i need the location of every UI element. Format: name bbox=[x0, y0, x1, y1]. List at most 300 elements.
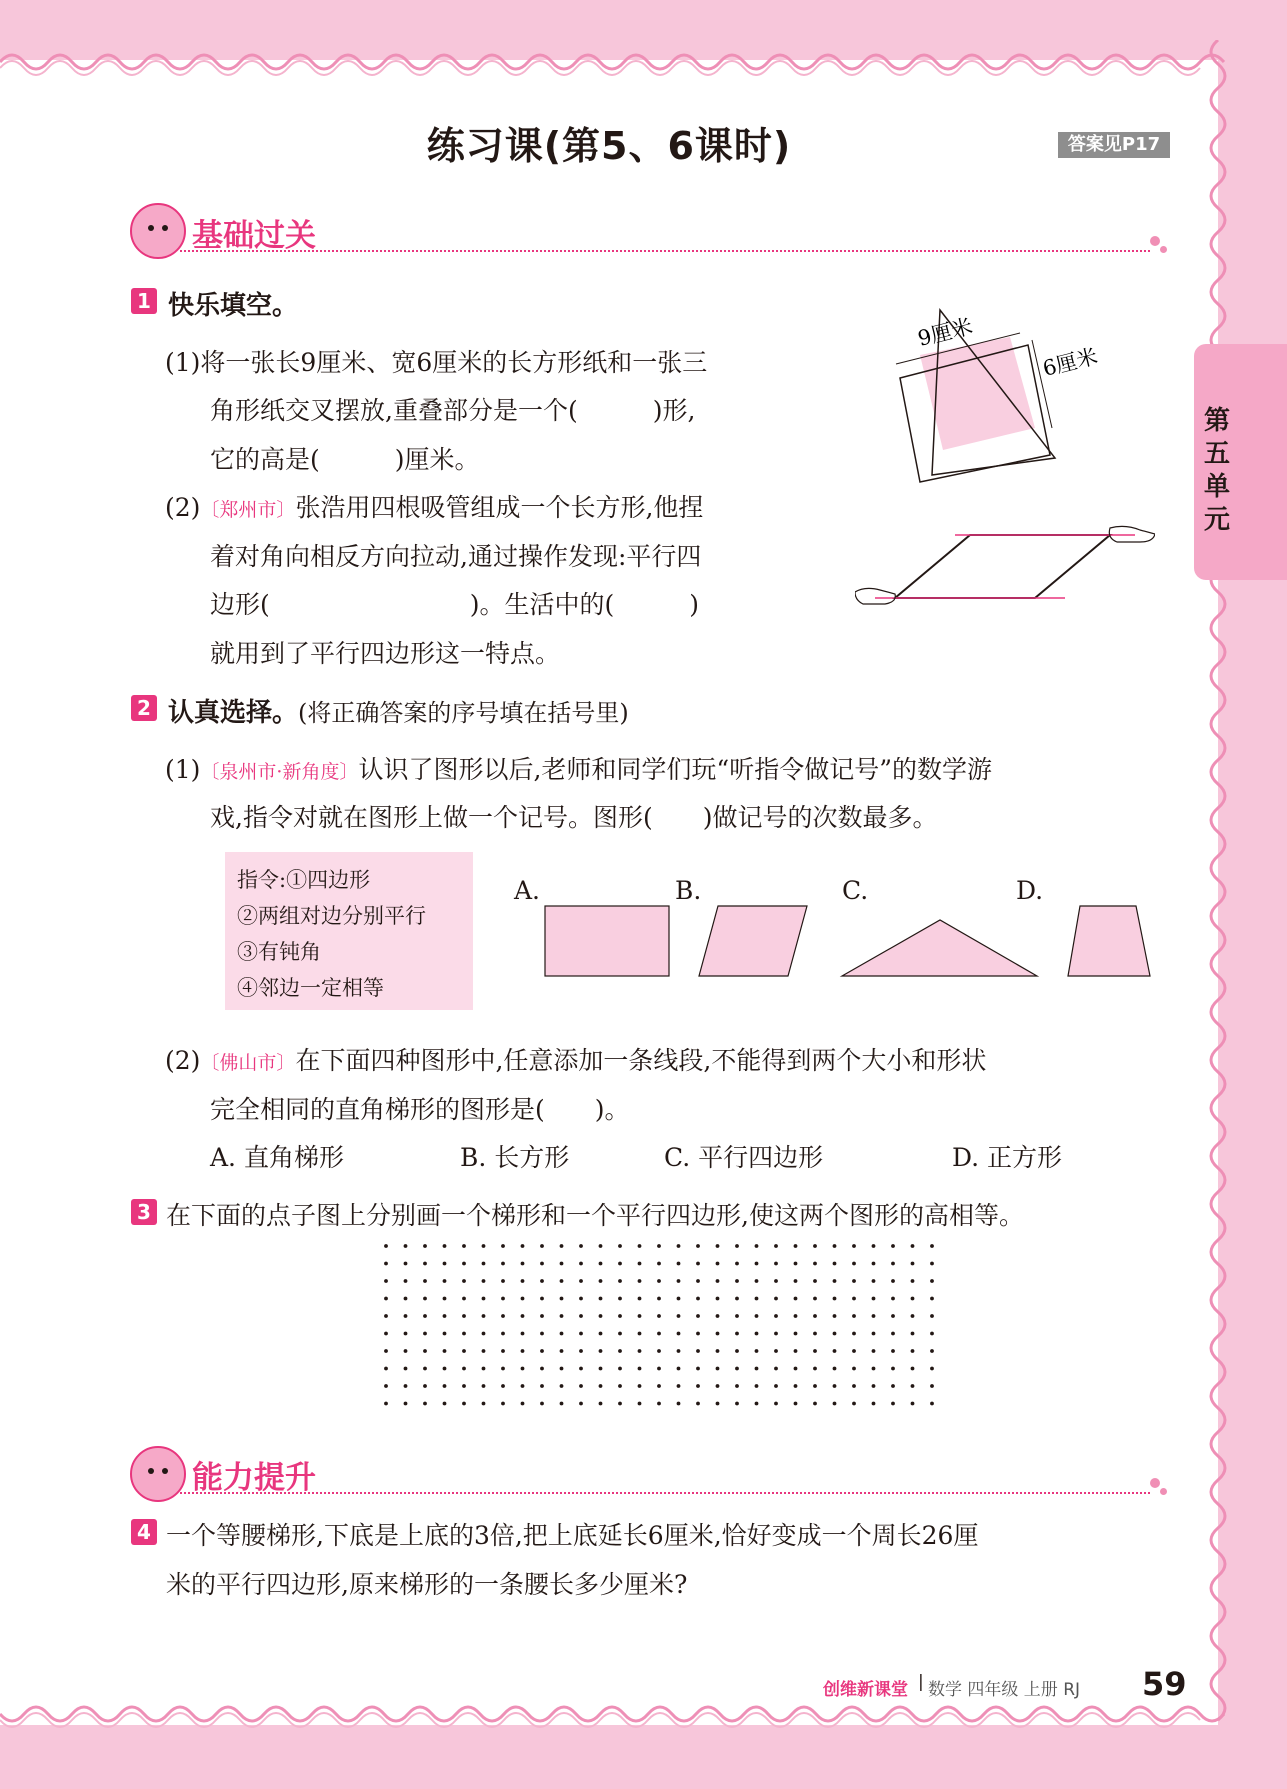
grid-dot bbox=[384, 1262, 388, 1266]
grid-dot bbox=[404, 1332, 408, 1336]
option-c: C. 平行四边形 bbox=[664, 1143, 824, 1172]
grid-dot bbox=[735, 1279, 739, 1283]
grid-dot bbox=[735, 1402, 739, 1406]
grid-dot bbox=[833, 1332, 837, 1336]
grid-dot bbox=[462, 1349, 466, 1353]
grid-dot bbox=[794, 1279, 798, 1283]
grid-dot bbox=[462, 1279, 466, 1283]
answer-reference-tag: 答案见P17 bbox=[1058, 132, 1170, 158]
grid-dot bbox=[911, 1244, 915, 1248]
grid-dot bbox=[618, 1384, 622, 1388]
footer-separator: | bbox=[918, 1672, 924, 1692]
command-line: 指令:①四边形 bbox=[237, 868, 371, 892]
grid-dot bbox=[833, 1262, 837, 1266]
grid-dot bbox=[716, 1279, 720, 1283]
grid-dot bbox=[618, 1402, 622, 1406]
grid-dot bbox=[501, 1262, 505, 1266]
grid-dot bbox=[735, 1332, 739, 1336]
grid-dot bbox=[638, 1314, 642, 1318]
grid-dot bbox=[384, 1402, 388, 1406]
grid-dot bbox=[657, 1402, 661, 1406]
grid-dot bbox=[774, 1262, 778, 1266]
grid-dot bbox=[891, 1332, 895, 1336]
grid-dot bbox=[423, 1332, 427, 1336]
q3-text: 在下面的点子图上分别画一个梯形和一个平行四边形,使这两个图形的高相等。 bbox=[166, 1201, 1024, 1230]
grid-dot bbox=[716, 1297, 720, 1301]
grid-dot bbox=[560, 1384, 564, 1388]
unit-side-tab-label bbox=[1202, 405, 1232, 537]
grid-dot bbox=[540, 1262, 544, 1266]
grid-dot bbox=[774, 1279, 778, 1283]
grid-dot bbox=[716, 1402, 720, 1406]
grid-dot bbox=[696, 1279, 700, 1283]
q1-part2-line2: 着对角向相反方向拉动,通过操作发现:平行四 bbox=[210, 542, 702, 571]
grid-dot bbox=[638, 1384, 642, 1388]
grid-dot bbox=[618, 1262, 622, 1266]
q2-part1-text: 认识了图形以后,老师和同学们玩“听指令做记号”的数学游 bbox=[358, 755, 992, 784]
grid-dot bbox=[930, 1402, 934, 1406]
grid-dot bbox=[657, 1297, 661, 1301]
grid-dot bbox=[599, 1279, 603, 1283]
shape-label-a: A. bbox=[514, 876, 541, 905]
grid-dot bbox=[657, 1367, 661, 1371]
question-number: 3 bbox=[131, 1199, 157, 1225]
grid-dot bbox=[657, 1279, 661, 1283]
grid-dot bbox=[833, 1367, 837, 1371]
grid-dot bbox=[852, 1314, 856, 1318]
grid-dot bbox=[482, 1262, 486, 1266]
grid-dot bbox=[501, 1314, 505, 1318]
grid-dot bbox=[813, 1314, 817, 1318]
grid-dot bbox=[521, 1367, 525, 1371]
grid-dot bbox=[599, 1297, 603, 1301]
grid-dot bbox=[891, 1384, 895, 1388]
grid-dot bbox=[462, 1332, 466, 1336]
grid-dot bbox=[755, 1332, 759, 1336]
grid-dot bbox=[911, 1402, 915, 1406]
grid-dot bbox=[482, 1367, 486, 1371]
length-label: 9厘米 bbox=[915, 314, 975, 351]
width-label: 6厘米 bbox=[1040, 344, 1100, 381]
grid-dot bbox=[599, 1244, 603, 1248]
grid-dot bbox=[852, 1349, 856, 1353]
grid-dot bbox=[755, 1402, 759, 1406]
grid-dot bbox=[462, 1384, 466, 1388]
grid-dot bbox=[872, 1332, 876, 1336]
grid-dot bbox=[501, 1297, 505, 1301]
question-number: 1 bbox=[131, 288, 157, 314]
grid-dot bbox=[482, 1332, 486, 1336]
q2-part1-line2: 戏,指令对就在图形上做一个记号。图形( )做记号的次数最多。 bbox=[210, 803, 938, 832]
grid-dot bbox=[462, 1367, 466, 1371]
grid-dot bbox=[774, 1244, 778, 1248]
grid-dot bbox=[833, 1402, 837, 1406]
grid-dot bbox=[638, 1367, 642, 1371]
grid-dot bbox=[755, 1349, 759, 1353]
grid-dot bbox=[638, 1279, 642, 1283]
grid-dot bbox=[794, 1297, 798, 1301]
grid-dot bbox=[833, 1384, 837, 1388]
grid-dot bbox=[579, 1367, 583, 1371]
grid-dot bbox=[560, 1367, 564, 1371]
grid-dot bbox=[930, 1279, 934, 1283]
grid-dot bbox=[872, 1262, 876, 1266]
grid-dot bbox=[735, 1349, 739, 1353]
grid-dot bbox=[930, 1262, 934, 1266]
option-d: D. 正方形 bbox=[952, 1143, 1063, 1172]
grid-dot bbox=[677, 1367, 681, 1371]
grid-dot bbox=[794, 1262, 798, 1266]
grid-dot bbox=[794, 1332, 798, 1336]
divider-dot bbox=[1150, 236, 1160, 246]
grid-dot bbox=[813, 1384, 817, 1388]
grid-dot bbox=[482, 1402, 486, 1406]
q4-line2: 米的平行四边形,原来梯形的一条腰长多少厘米? bbox=[166, 1570, 688, 1599]
grid-dot bbox=[521, 1262, 525, 1266]
grid-dot bbox=[560, 1262, 564, 1266]
grid-dot bbox=[579, 1297, 583, 1301]
grid-dot bbox=[384, 1332, 388, 1336]
right-wave-border bbox=[1200, 40, 1240, 1740]
grid-dot bbox=[872, 1402, 876, 1406]
grid-dot bbox=[872, 1297, 876, 1301]
q2-part1-line1 bbox=[165, 750, 992, 786]
grid-dot bbox=[384, 1384, 388, 1388]
grid-dot bbox=[540, 1384, 544, 1388]
q1-part2-line3: 边形( )。生活中的( ) bbox=[210, 590, 700, 619]
grid-dot bbox=[443, 1384, 447, 1388]
grid-dot bbox=[774, 1402, 778, 1406]
grid-dot bbox=[852, 1384, 856, 1388]
grid-dot bbox=[677, 1279, 681, 1283]
grid-dot bbox=[482, 1244, 486, 1248]
command-line: ④邻边一定相等 bbox=[237, 976, 384, 1000]
grid-dot bbox=[599, 1384, 603, 1388]
grid-dot bbox=[677, 1244, 681, 1248]
grid-dot bbox=[540, 1367, 544, 1371]
grid-dot bbox=[755, 1244, 759, 1248]
grid-dot bbox=[404, 1384, 408, 1388]
grid-dot bbox=[911, 1314, 915, 1318]
grid-dot bbox=[501, 1244, 505, 1248]
grid-dot bbox=[443, 1314, 447, 1318]
grid-dot bbox=[911, 1349, 915, 1353]
grid-dot bbox=[540, 1244, 544, 1248]
grid-dot bbox=[423, 1297, 427, 1301]
bottom-wave-border bbox=[0, 1700, 1240, 1740]
grid-dot bbox=[872, 1314, 876, 1318]
divider-dot bbox=[1160, 246, 1167, 253]
grid-dot bbox=[404, 1297, 408, 1301]
grid-dot bbox=[735, 1297, 739, 1301]
grid-dot bbox=[443, 1244, 447, 1248]
grid-dot bbox=[599, 1367, 603, 1371]
grid-dot bbox=[696, 1402, 700, 1406]
grid-dot bbox=[423, 1384, 427, 1388]
grid-dot bbox=[696, 1262, 700, 1266]
grid-dot bbox=[423, 1367, 427, 1371]
q1-part1-line1: (1)将一张长9厘米、宽6厘米的长方形纸和一张三 bbox=[165, 348, 708, 377]
grid-dot bbox=[677, 1332, 681, 1336]
grid-dot bbox=[579, 1384, 583, 1388]
grid-dot bbox=[657, 1384, 661, 1388]
grid-dot bbox=[579, 1262, 583, 1266]
grid-dot bbox=[501, 1402, 505, 1406]
grid-dot bbox=[540, 1349, 544, 1353]
grid-dot bbox=[716, 1332, 720, 1336]
grid-dot bbox=[657, 1244, 661, 1248]
grid-dot bbox=[618, 1244, 622, 1248]
grid-dot bbox=[540, 1297, 544, 1301]
grid-dot bbox=[813, 1402, 817, 1406]
grid-dot bbox=[755, 1384, 759, 1388]
overlap-figure bbox=[880, 300, 1110, 490]
grid-dot bbox=[755, 1279, 759, 1283]
grid-dot bbox=[443, 1349, 447, 1353]
grid-dot bbox=[735, 1244, 739, 1248]
grid-dot bbox=[540, 1402, 544, 1406]
grid-dot bbox=[774, 1367, 778, 1371]
grid-dot bbox=[599, 1314, 603, 1318]
grid-dot bbox=[540, 1314, 544, 1318]
grid-dot bbox=[579, 1314, 583, 1318]
section-heading-basic: 基础过关 bbox=[192, 218, 316, 254]
grid-dot bbox=[560, 1279, 564, 1283]
grid-dot bbox=[755, 1314, 759, 1318]
grid-dot bbox=[404, 1349, 408, 1353]
grid-dot bbox=[404, 1262, 408, 1266]
grid-dot bbox=[677, 1384, 681, 1388]
q1-part1-line2: 角形纸交叉摆放,重叠部分是一个( )形, bbox=[210, 396, 696, 425]
grid-dot bbox=[384, 1297, 388, 1301]
grid-dot bbox=[852, 1244, 856, 1248]
grid-dot bbox=[677, 1297, 681, 1301]
grid-dot bbox=[443, 1297, 447, 1301]
grid-dot bbox=[813, 1297, 817, 1301]
choice-shapes bbox=[540, 900, 1160, 980]
grid-dot bbox=[930, 1314, 934, 1318]
divider-dot bbox=[1160, 1488, 1167, 1495]
grid-dot bbox=[599, 1349, 603, 1353]
question-heading bbox=[168, 692, 629, 729]
grid-dot bbox=[930, 1244, 934, 1248]
grid-dot bbox=[872, 1367, 876, 1371]
right-hand-icon bbox=[1109, 526, 1155, 542]
grid-dot bbox=[423, 1244, 427, 1248]
section-heading-advanced: 能力提升 bbox=[192, 1460, 316, 1496]
grid-dot bbox=[911, 1279, 915, 1283]
q1-part2-line4: 就用到了平行四边形这一特点。 bbox=[210, 639, 561, 668]
shape-label-b: B. bbox=[675, 876, 702, 905]
grid-dot bbox=[833, 1279, 837, 1283]
grid-dot bbox=[716, 1384, 720, 1388]
section-divider bbox=[180, 250, 1150, 252]
grid-dot bbox=[696, 1332, 700, 1336]
grid-dot bbox=[735, 1262, 739, 1266]
grid-dot bbox=[462, 1262, 466, 1266]
grid-dot bbox=[462, 1244, 466, 1248]
command-line: ②两组对边分别平行 bbox=[237, 904, 426, 928]
grid-dot bbox=[891, 1279, 895, 1283]
grid-dot bbox=[696, 1349, 700, 1353]
grid-dot bbox=[521, 1332, 525, 1336]
grid-dot bbox=[521, 1384, 525, 1388]
side-tab-char: 五 bbox=[1203, 439, 1230, 469]
grid-dot bbox=[501, 1384, 505, 1388]
grid-dot bbox=[716, 1314, 720, 1318]
grid-dot bbox=[482, 1384, 486, 1388]
grid-dot bbox=[462, 1297, 466, 1301]
grid-dot bbox=[521, 1349, 525, 1353]
grid-dot bbox=[423, 1314, 427, 1318]
grid-dot bbox=[443, 1279, 447, 1283]
grid-dot bbox=[618, 1279, 622, 1283]
grid-dot bbox=[911, 1367, 915, 1371]
grid-dot bbox=[716, 1349, 720, 1353]
grid-dot bbox=[872, 1279, 876, 1283]
section-divider bbox=[180, 1492, 1150, 1494]
grid-dot bbox=[482, 1297, 486, 1301]
grid-dot bbox=[696, 1367, 700, 1371]
part-prefix: (2) bbox=[165, 493, 201, 522]
grid-dot bbox=[716, 1244, 720, 1248]
grid-dot bbox=[521, 1314, 525, 1318]
grid-dot bbox=[521, 1297, 525, 1301]
grid-dot bbox=[462, 1314, 466, 1318]
grid-dot bbox=[521, 1244, 525, 1248]
straw-parallelogram-figure bbox=[855, 520, 1155, 615]
grid-dot bbox=[521, 1279, 525, 1283]
question-heading: 快乐填空。 bbox=[168, 291, 299, 321]
side-tab-char: 单 bbox=[1203, 472, 1230, 502]
grid-dot bbox=[852, 1297, 856, 1301]
source-tag: 〔泉州市·新角度〕 bbox=[200, 761, 359, 783]
grid-dot bbox=[482, 1314, 486, 1318]
grid-dot bbox=[599, 1262, 603, 1266]
grid-dot bbox=[501, 1279, 505, 1283]
grid-dot bbox=[774, 1332, 778, 1336]
grid-dot bbox=[833, 1244, 837, 1248]
grid-dot bbox=[443, 1332, 447, 1336]
grid-dot bbox=[638, 1297, 642, 1301]
grid-dot bbox=[852, 1402, 856, 1406]
grid-dot bbox=[482, 1279, 486, 1283]
q2-part2-line1 bbox=[165, 1041, 986, 1077]
grid-dot bbox=[696, 1314, 700, 1318]
grid-dot bbox=[677, 1262, 681, 1266]
grid-dot bbox=[404, 1402, 408, 1406]
grid-dot bbox=[618, 1349, 622, 1353]
grid-dot bbox=[579, 1244, 583, 1248]
grid-dot bbox=[462, 1402, 466, 1406]
parallelogram-shape bbox=[895, 535, 1110, 598]
grid-dot bbox=[657, 1349, 661, 1353]
grid-dot bbox=[521, 1402, 525, 1406]
mascot-icon bbox=[130, 203, 186, 259]
grid-dot bbox=[677, 1349, 681, 1353]
grid-dot bbox=[833, 1297, 837, 1301]
grid-dot bbox=[872, 1384, 876, 1388]
grid-dot bbox=[384, 1244, 388, 1248]
grid-dot bbox=[501, 1367, 505, 1371]
q2-part2-text: 在下面四种图形中,任意添加一条线段,不能得到两个大小和形状 bbox=[295, 1046, 987, 1075]
grid-dot bbox=[657, 1314, 661, 1318]
left-hand-icon bbox=[855, 588, 895, 604]
grid-dot bbox=[443, 1367, 447, 1371]
grid-dot bbox=[404, 1244, 408, 1248]
grid-dot bbox=[638, 1349, 642, 1353]
footer-info: 数学 四年级 上册 RJ bbox=[928, 1680, 1081, 1700]
grid-dot bbox=[560, 1244, 564, 1248]
question-number: 2 bbox=[131, 695, 157, 721]
grid-dot bbox=[891, 1314, 895, 1318]
grid-dot bbox=[774, 1349, 778, 1353]
grid-dot bbox=[618, 1367, 622, 1371]
grid-dot bbox=[735, 1384, 739, 1388]
shape-label-c: C. bbox=[842, 876, 869, 905]
footer-brand: 创维新课堂 bbox=[823, 1680, 908, 1700]
grid-dot bbox=[423, 1262, 427, 1266]
grid-dot bbox=[501, 1349, 505, 1353]
grid-dot bbox=[696, 1384, 700, 1388]
grid-dot bbox=[852, 1367, 856, 1371]
grid-dot bbox=[813, 1262, 817, 1266]
q4-line1: 一个等腰梯形,下底是上底的3倍,把上底延长6厘米,恰好变成一个周长26厘 bbox=[166, 1521, 979, 1550]
page-number: 59 bbox=[1142, 1665, 1187, 1703]
grid-dot bbox=[638, 1244, 642, 1248]
grid-dot bbox=[599, 1402, 603, 1406]
grid-dot bbox=[735, 1314, 739, 1318]
q2-head-text: 认真选择。 bbox=[168, 698, 299, 728]
grid-dot bbox=[657, 1262, 661, 1266]
grid-dot bbox=[774, 1384, 778, 1388]
source-tag: 〔郑州市〕 bbox=[200, 499, 296, 521]
grid-dot bbox=[794, 1402, 798, 1406]
option-a: A. 直角梯形 bbox=[210, 1143, 344, 1172]
grid-dot bbox=[911, 1262, 915, 1266]
grid-dot bbox=[618, 1314, 622, 1318]
grid-dot bbox=[404, 1279, 408, 1283]
trapezoid-shape-d bbox=[1068, 906, 1150, 976]
grid-dot bbox=[930, 1349, 934, 1353]
grid-dot bbox=[638, 1262, 642, 1266]
divider-dot bbox=[1150, 1478, 1160, 1488]
grid-dot bbox=[579, 1349, 583, 1353]
grid-dot bbox=[794, 1314, 798, 1318]
grid-dot bbox=[930, 1297, 934, 1301]
grid-dot bbox=[579, 1279, 583, 1283]
dot-grid bbox=[380, 1240, 960, 1420]
side-tab-char: 第 bbox=[1203, 406, 1230, 436]
grid-dot bbox=[443, 1402, 447, 1406]
page-title: 练习课(第5、6课时) bbox=[426, 124, 792, 168]
grid-dot bbox=[794, 1244, 798, 1248]
grid-dot bbox=[794, 1367, 798, 1371]
grid-dot bbox=[911, 1297, 915, 1301]
grid-dot bbox=[891, 1297, 895, 1301]
grid-dot bbox=[423, 1279, 427, 1283]
grid-dot bbox=[638, 1332, 642, 1336]
grid-dot bbox=[852, 1279, 856, 1283]
grid-dot bbox=[501, 1332, 505, 1336]
grid-dot bbox=[716, 1367, 720, 1371]
top-wave-border bbox=[0, 40, 1240, 80]
grid-dot bbox=[716, 1262, 720, 1266]
grid-dot bbox=[443, 1262, 447, 1266]
grid-dot bbox=[540, 1332, 544, 1336]
grid-dot bbox=[657, 1332, 661, 1336]
grid-dot bbox=[423, 1349, 427, 1353]
